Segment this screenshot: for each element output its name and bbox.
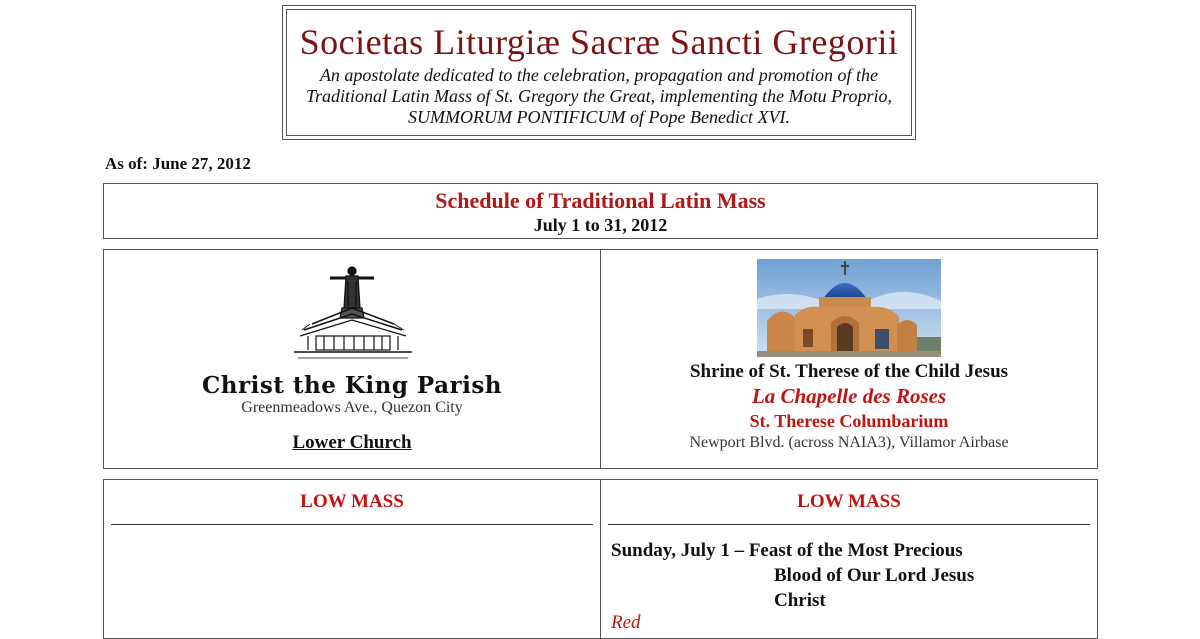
heading-divider-left [111, 524, 593, 525]
society-description: An apostolate dedicated to the celebration, propagation and promotion of the Traditional Latin Mass of St. Gregory the Great, implementing the Motu Proprio, SUMMORUM PONTIFICUM of Pope Benedict XVI. [306, 65, 892, 127]
shrine-church-photo [757, 259, 941, 357]
shrine-address: Newport Blvd. (across NAIA3), Villamor Airbase [689, 434, 1009, 451]
low-mass-heading-left: LOW MASS [300, 491, 404, 512]
society-header-inner-border [286, 9, 912, 136]
schedule-title: Schedule of Traditional Latin Mass [435, 188, 766, 213]
as-of-date: As of: June 27, 2012 [105, 154, 251, 173]
mass-schedule-table [103, 479, 1098, 639]
mass-entry-july-1 [611, 538, 1091, 613]
parish-name: Christ the King Parish [201, 372, 503, 399]
mass-entry-line-2: Blood of Our Lord Jesus [774, 565, 975, 586]
schedule-dates: July 1 to 31, 2012 [533, 215, 668, 235]
heading-divider-right [608, 524, 1090, 525]
parish-location: Lower Church [292, 432, 412, 453]
christ-the-king-statue-icon [290, 264, 416, 362]
venue-christ-the-king [104, 250, 600, 468]
venue-shrine-st-therese [600, 250, 1097, 468]
vestment-color-label: Red [611, 612, 641, 633]
society-name: Societas Liturgiæ Sacræ Sancti Gregorii [299, 22, 899, 62]
columbarium-name: St. Therese Columbarium [749, 411, 949, 431]
venue-table [103, 249, 1098, 469]
mass-column-shrine [600, 480, 1097, 638]
mass-entry-line-1: Sunday, July 1 – Feast of the Most Precious [611, 540, 963, 561]
schedule-title-box [103, 183, 1098, 239]
society-header-box [282, 5, 916, 140]
mass-column-christ-the-king [104, 480, 600, 638]
shrine-name: Shrine of St. Therese of the Child Jesus [689, 361, 1009, 382]
low-mass-heading-right: LOW MASS [797, 491, 901, 512]
parish-address: Greenmeadows Ave., Quezon City [241, 399, 463, 416]
chapel-name: La Chapelle des Roses [751, 384, 947, 408]
mass-entry-line-3: Christ [774, 590, 826, 611]
